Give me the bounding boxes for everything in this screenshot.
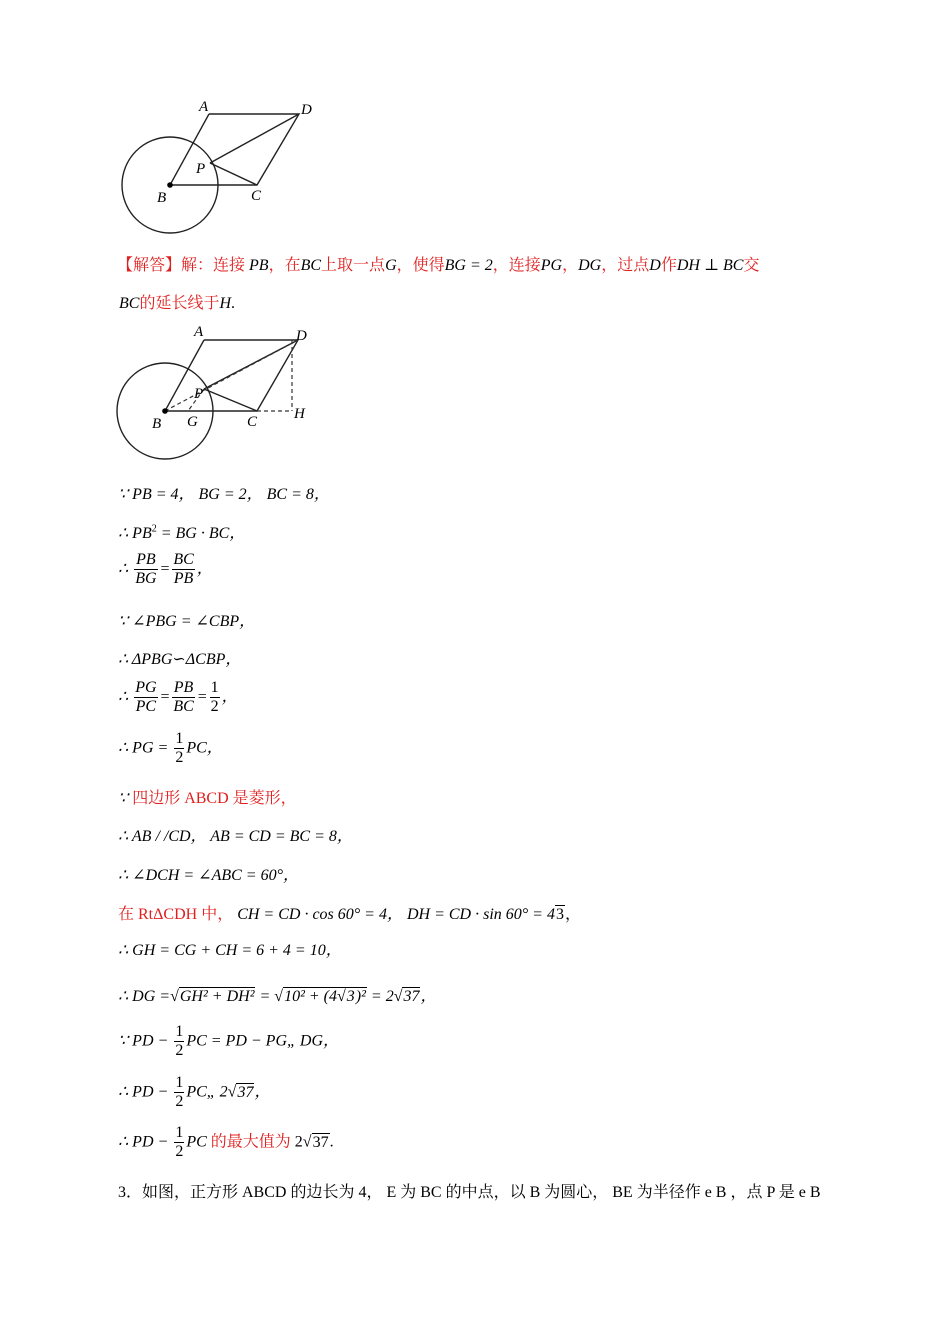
dg: DG: [578, 257, 602, 274]
s11r: 3: [555, 906, 564, 923]
t2: 上取一点: [321, 257, 386, 274]
s14d: 2: [175, 1042, 184, 1060]
pb: PB: [249, 257, 269, 274]
s15pre: ∴ PD −: [118, 1083, 169, 1101]
answer-line-2: [119, 290, 235, 313]
bc: BC: [300, 257, 322, 274]
pg: PG: [540, 257, 563, 274]
step-15: ∴ PD − $\frac{1}{2}$ PC„ 2√37，: [118, 1074, 271, 1111]
s3pre: ∴: [118, 560, 129, 578]
step-8: [118, 785, 297, 808]
perp: DH ⊥ BC: [676, 257, 744, 274]
s3d1: BG: [135, 570, 157, 588]
s3n2: BC: [172, 551, 194, 570]
s8red: 四边形 ABCD 是菱形，: [128, 790, 297, 807]
segment-pd: [210, 114, 299, 163]
s6end: ，: [221, 688, 238, 706]
s16d: 2: [175, 1143, 184, 1161]
s13r2b: )²: [355, 988, 366, 1005]
t6: ，过点: [601, 257, 650, 274]
s7pre: ∴ PG =: [118, 739, 169, 757]
label2-g: G: [187, 414, 198, 430]
t3: ，使得: [396, 257, 445, 274]
t8: 交: [743, 257, 760, 274]
s8pre: ∵: [118, 790, 129, 807]
s15d: 2: [175, 1093, 184, 1111]
step-14: [118, 1023, 339, 1061]
s16red: 的最大值为: [206, 1133, 295, 1151]
line2-text: 的延长线于: [139, 295, 220, 312]
label-c: C: [251, 188, 262, 204]
figure-1-rhombus-circle: [110, 92, 340, 242]
step-7: [118, 730, 223, 768]
s13end: ，: [420, 988, 437, 1005]
line2-bc: BC: [119, 295, 140, 312]
s11end: ，: [564, 906, 581, 923]
s11red: 在 RtΔCDH 中，: [118, 906, 234, 923]
label-d: D: [301, 102, 312, 118]
t1: ，在: [268, 257, 301, 274]
step-9: ∴ AB / /CD， AB = CD = BC = 8，: [118, 828, 353, 845]
s14post: PC = PD − PG„ DG，: [186, 1032, 340, 1050]
s3d2: PB: [173, 570, 194, 588]
s13r2r: 3: [346, 988, 355, 1005]
step-2: [118, 520, 245, 543]
label-p: P: [196, 161, 206, 177]
step-4: ∵ ∠PBG = ∠CBP，: [118, 613, 256, 630]
label-a: A: [199, 99, 209, 115]
s15n: 1: [174, 1074, 184, 1093]
step-3: ∴ $\frac{PB}{BG}$ = $\frac{BC}{PB}$ ，: [118, 551, 213, 588]
s13c: = 2: [366, 988, 394, 1005]
s14n: 1: [174, 1023, 184, 1042]
label2-h: H: [294, 406, 305, 422]
s6n1: PG: [134, 679, 157, 698]
t7: 作: [660, 257, 677, 274]
step-10: ∴ ∠DCH = ∠ABC = 60°，: [118, 867, 299, 884]
s16val: 2: [294, 1133, 303, 1151]
label-b: B: [157, 190, 167, 206]
s16post: PC: [186, 1133, 207, 1151]
s15post: PC„ 2: [186, 1083, 228, 1101]
label2-b: B: [152, 416, 162, 432]
s13b: =: [255, 988, 275, 1005]
s6pre: ∴: [118, 688, 129, 706]
s6d2: BC: [173, 698, 194, 716]
answer-tag: 【解答】: [117, 257, 182, 274]
s15end: ，: [254, 1083, 271, 1101]
s3n1: PB: [134, 551, 157, 570]
s16pre: ∴ PD −: [118, 1133, 169, 1151]
answer-line-1: [117, 252, 759, 275]
s3end: ，: [196, 560, 213, 578]
s7n: 1: [174, 730, 184, 749]
line2-end: .: [231, 295, 236, 312]
g: G: [385, 257, 397, 274]
label2-a: A: [194, 324, 204, 340]
step-13: ∴ DG =√GH² + DH² = √10² + (4√3)² = 2√37，: [118, 988, 437, 1005]
step-5: ∴ ΔPBG∽ΔCBP，: [118, 651, 242, 668]
d: D: [649, 257, 661, 274]
s16n: 1: [174, 1124, 184, 1143]
s16r: 37: [312, 1133, 329, 1151]
step-6: ∴ $\frac{PG}{PC}$ = $\frac{PB}{BC}$ = $\frac{1}{2}$ ，: [118, 679, 238, 716]
s15r: 37: [237, 1083, 254, 1101]
s6n3: 1: [210, 679, 220, 698]
s13a: ∴ DG =: [118, 988, 171, 1005]
s13r2a: 10² + (4: [284, 988, 337, 1005]
next-question: 3．如图，正方形 ABCD 的边长为 4， E 为 BC 的中点，以 B 为圆心， BE 为半径作 e B ，点 P 是 e B: [118, 1184, 821, 1201]
s11a: CH = CD · cos 60° = 4， DH = CD · sin 60° = 4: [233, 906, 555, 923]
bg2: BG = 2: [444, 257, 493, 274]
s7d: 2: [175, 749, 184, 767]
step-16: ∴ PD − $\frac{1}{2}$ PC 的最大值为 2√37.: [118, 1124, 334, 1161]
s2b: 2: [151, 523, 157, 535]
s16end: .: [329, 1133, 334, 1151]
t4: ，连接: [492, 257, 541, 274]
s14pre: ∵ PD −: [118, 1032, 169, 1050]
s13r3: 37: [403, 988, 420, 1005]
figure-2-construction: [108, 318, 348, 468]
label2-p: P: [194, 386, 204, 402]
label2-d: D: [296, 328, 307, 344]
step-11: [118, 901, 581, 924]
s6d1: PC: [135, 698, 157, 716]
step-1: ∵ PB = 4， BG = 2， BC = 8，: [118, 486, 330, 503]
s2a: ∴ PB: [118, 525, 152, 542]
step-12: ∴ GH = CG + CH = 6 + 4 = 10，: [118, 942, 342, 959]
s13r1: GH² + DH²: [179, 988, 255, 1005]
t5: ，: [562, 257, 579, 274]
s6d3: 2: [210, 698, 219, 716]
s2c: = BG · BC，: [156, 525, 246, 542]
s7post: PC，: [186, 739, 223, 757]
s6n2: PB: [172, 679, 194, 698]
answer-lead: 解：连接: [181, 257, 246, 274]
line2-h: H: [219, 295, 232, 312]
label2-c: C: [247, 414, 258, 430]
